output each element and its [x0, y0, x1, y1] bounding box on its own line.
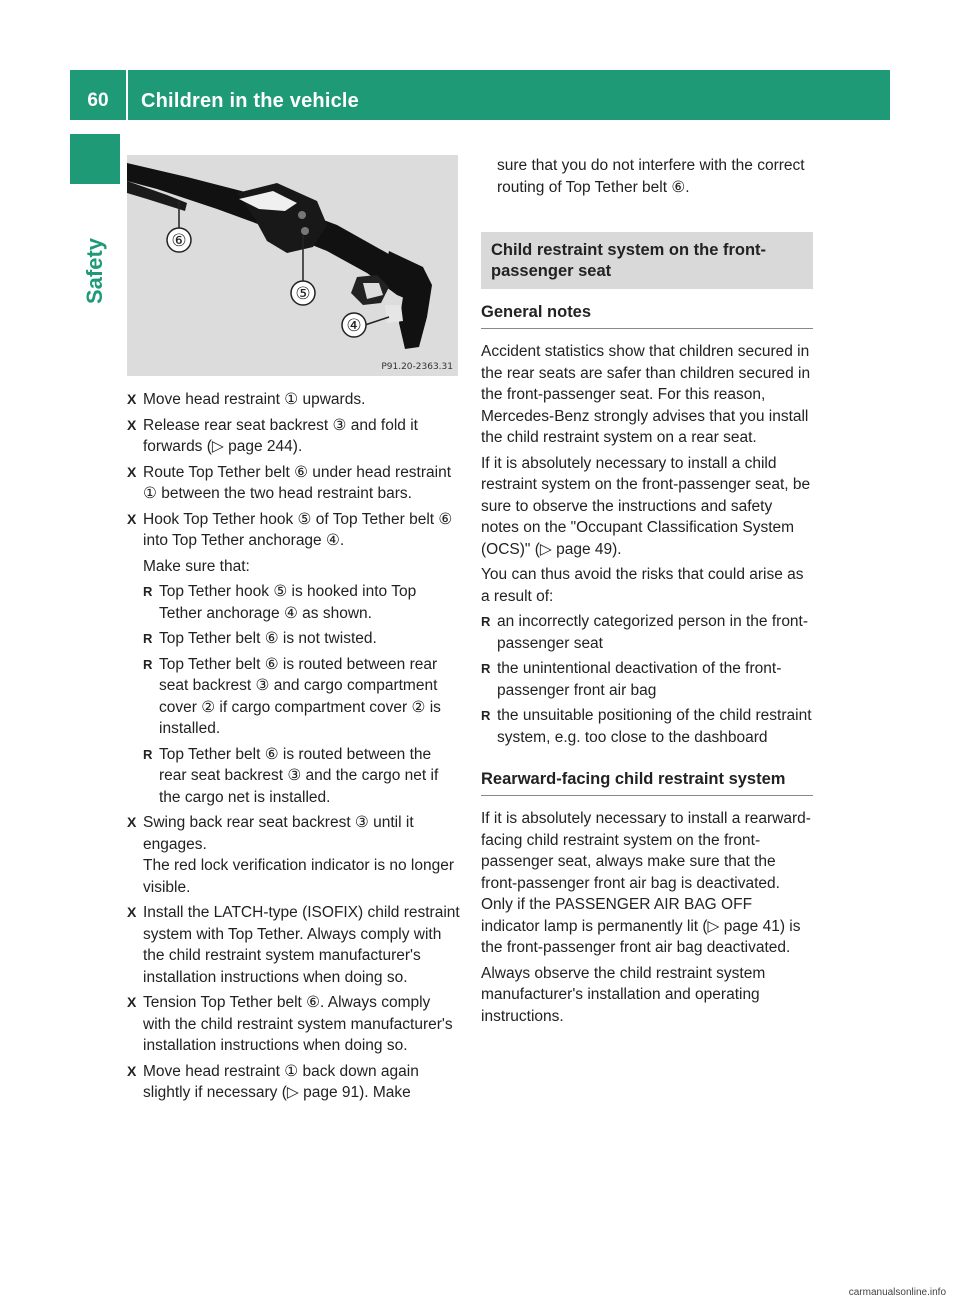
step-marker: X — [127, 416, 137, 433]
bullet-marker: R — [481, 661, 491, 676]
paragraph: If it is absolutely necessary to install a child restraint system on the front-passenger seat, be sure to observe the instructions and safety notes on the "Occupant Classification System (OCS)" (▷ page 49). — [481, 454, 811, 558]
step-text: Hook Top Tether hook ⑤ of Top Tether belt ⑥ into Top Tether anchorage ④. — [143, 510, 453, 549]
risk-text: an incorrectly categorized person in the front-passenger seat — [497, 613, 809, 652]
rearward-heading: Rearward-facing child restraint system — [481, 768, 813, 796]
page-number: 60 — [87, 90, 109, 111]
step-text: Install the LATCH-type (ISOFIX) child restraint system with Top Tether. Always comply with the child restraint system manufacturer's installation instructions when doing so. — [143, 904, 460, 986]
step-text: Release rear seat backrest ③ and fold it forwards (▷ page 244). — [143, 416, 418, 455]
chapter-title: Children in the vehicle — [141, 90, 359, 112]
right-column — [481, 155, 813, 1031]
left-column — [127, 389, 462, 1108]
risk-item — [481, 658, 813, 701]
instruction-step — [127, 509, 462, 552]
step-note: The red lock verification indicator is no longer visible. — [143, 857, 455, 896]
step-marker: X — [127, 904, 137, 920]
figure-code: P91.20-2363.31 — [381, 362, 453, 372]
section-title: Child restraint system on the front-passenger seat — [481, 232, 813, 289]
step-text: Move head restraint ① upwards. — [143, 391, 366, 408]
make-sure-label: Make sure that: — [143, 557, 250, 575]
top-tether-illustration — [127, 155, 458, 376]
step-marker: X — [127, 1062, 137, 1079]
bullet-marker: R — [481, 614, 491, 629]
step-text: Route Top Tether belt ⑥ under head restraint ① between the two head restraint bars. — [143, 463, 452, 502]
check-text: Top Tether belt ⑥ is routed between rear seat backrest ③ and cargo compartment cover ② if cargo compartment cover ② is installed. — [159, 655, 441, 737]
step-text: Swing back rear seat backrest ③ until it engages. — [143, 814, 414, 853]
instruction-step — [127, 415, 462, 458]
callout-6: ⑥ — [171, 231, 187, 251]
paragraph: If it is absolutely necessary to install a rearward-facing child restraint system on the front-passenger seat, always make sure that the front-passenger front air bag is deactivated. Only if the PASSENGER AIR BAG OFF indicator lamp is permanently lit (▷ page 41) is the front-passenger front air bag deactivated. — [481, 810, 811, 956]
bullet-marker: R — [143, 746, 153, 762]
risk-item — [481, 705, 813, 748]
instruction-step — [127, 992, 462, 1057]
check-item — [127, 654, 462, 740]
paragraph: Always observe the child restraint system manufacturer's installation and operating instructions. — [481, 964, 766, 1025]
step-marker: X — [127, 814, 137, 830]
instruction-step — [127, 462, 462, 505]
check-text: Top Tether belt ⑥ is routed between the rear seat backrest ③ and the cargo net if the cargo net is installed. — [159, 745, 439, 806]
callout-4: ④ — [346, 316, 362, 336]
section-marker-block — [70, 134, 120, 184]
side-tab-label: Safety — [82, 237, 107, 305]
paragraph: Accident statistics show that children secured in the rear seats are safer than children secured in the front-passenger seat. For this reason, Mercedes-Benz strongly advises that you install the child restraint system on a rear seat. — [481, 343, 811, 446]
header-divider — [126, 70, 128, 120]
step-marker: X — [127, 463, 137, 480]
paragraph: You can thus avoid the risks that could arise as a result of: — [481, 566, 804, 605]
risk-item — [481, 611, 813, 654]
check-item — [127, 581, 462, 624]
check-item — [127, 628, 462, 650]
check-text: Top Tether belt ⑥ is not twisted. — [159, 630, 377, 647]
bullet-marker: R — [143, 584, 153, 599]
instruction-step — [127, 812, 462, 898]
instruction-step — [127, 902, 462, 988]
callout-5: ⑤ — [295, 284, 311, 304]
risk-text: the unsuitable positioning of the child restraint system, e.g. too close to the dashboard — [497, 707, 812, 746]
step-marker: X — [127, 994, 137, 1010]
top-tether-diagram — [127, 155, 458, 376]
bullet-marker: R — [143, 656, 153, 672]
step-text: Tension Top Tether belt ⑥. Always comply with the child restraint system manufacturer's installation instructions when doing so. — [143, 994, 453, 1054]
bullet-marker: R — [143, 631, 153, 646]
step-marker: X — [127, 391, 137, 407]
instruction-step — [127, 389, 462, 411]
general-notes-heading: General notes — [481, 301, 813, 329]
risk-text: the unintentional deactivation of the front-passenger front air bag — [497, 660, 782, 699]
side-tab — [70, 196, 120, 346]
instruction-step — [127, 1061, 462, 1104]
footer-watermark[interactable]: carmanualsonline.info — [848, 1287, 946, 1298]
step-text: Move head restraint ① back down again slightly if necessary (▷ page 91). Make — [143, 1062, 419, 1101]
bullet-marker: R — [481, 708, 491, 723]
step-marker: X — [127, 510, 137, 527]
check-item — [127, 744, 462, 809]
continuation-text: sure that you do not interfere with the correct routing of Top Tether belt ⑥. — [497, 157, 805, 196]
check-text: Top Tether hook ⑤ is hooked into Top Tether anchorage ④ as shown. — [159, 583, 417, 622]
